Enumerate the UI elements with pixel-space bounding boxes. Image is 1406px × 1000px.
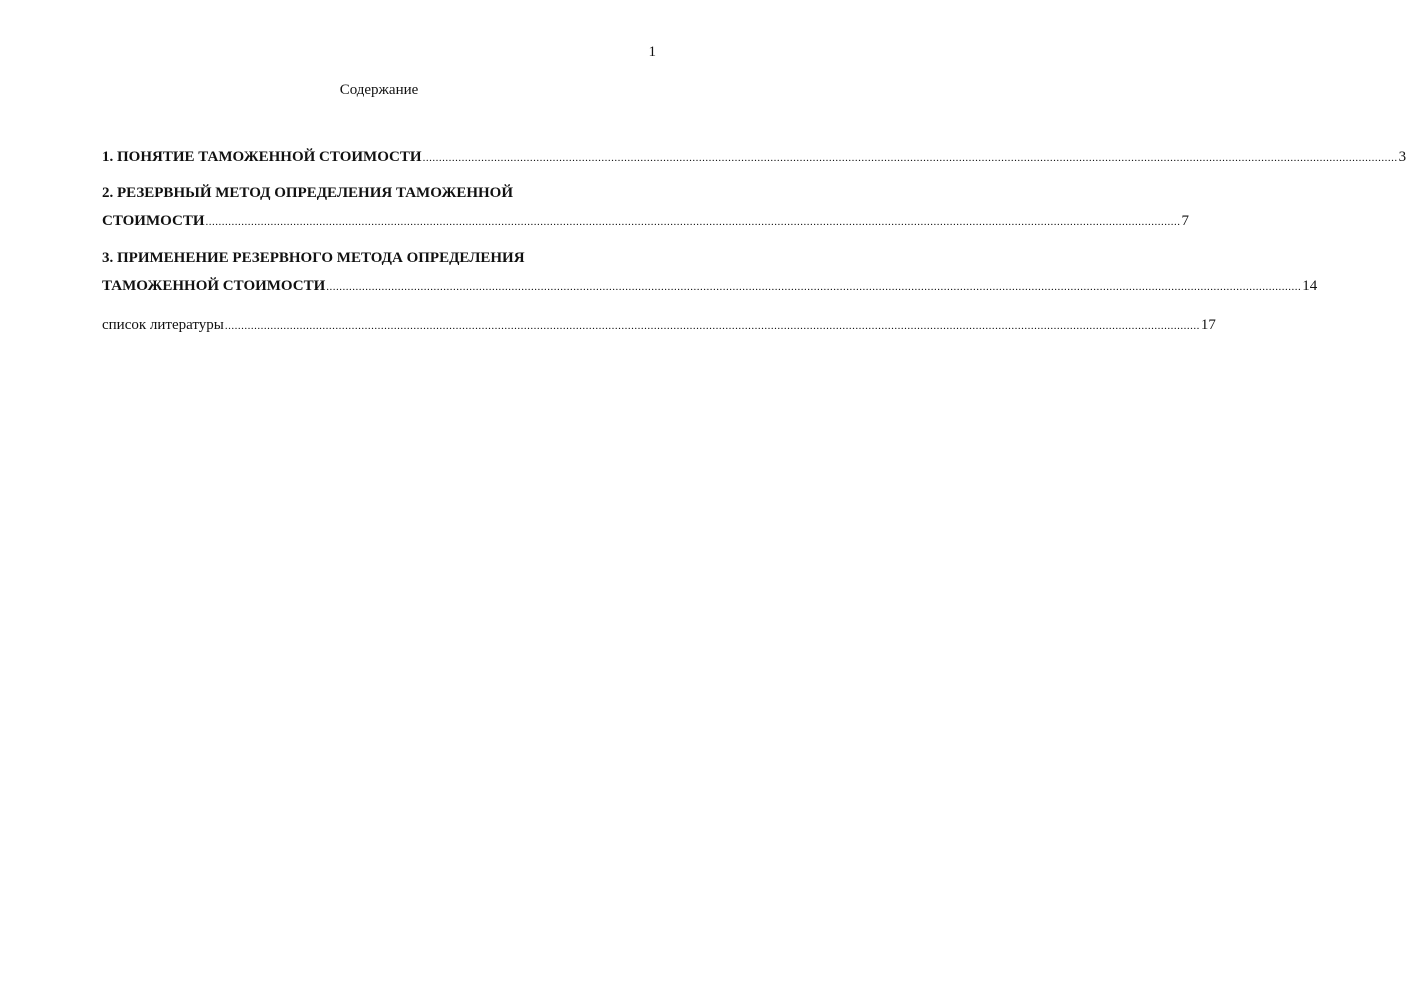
toc-entry-3[interactable]	[102, 244, 1318, 301]
toc-entry-title-continued: СТОИМОСТИ	[102, 213, 205, 229]
toc-page-number: 14	[1302, 278, 1318, 294]
toc-heading: Содержание	[339, 82, 419, 98]
dot-leader: ............................................................................................................................................................................................................................................................................................................	[422, 152, 1398, 164]
dot-leader: ............................................................................................................................................................................................................................................................................................................	[205, 216, 1181, 228]
page-number: 1	[648, 44, 656, 60]
toc-entry-2-line	[102, 207, 1189, 236]
toc-entry-title: 2. РЕЗЕРВНЫЙ МЕТОД ОПРЕДЕЛЕНИЯ ТАМОЖЕННОЙ	[102, 185, 513, 201]
dot-leader: ............................................................................................................................................................................................................................................................................................................	[224, 320, 1200, 332]
toc-entry-title: 3. ПРИМЕНЕНИЕ РЕЗЕРВНОГО МЕТОДА ОПРЕДЕЛЕНИЯ	[102, 250, 525, 266]
table-of-contents	[102, 143, 1406, 340]
toc-entry-title: список литературы	[102, 317, 224, 333]
toc-entry-4[interactable]	[102, 311, 1216, 340]
toc-entry-1-line	[102, 143, 1406, 172]
dot-leader: ............................................................................................................................................................................................................................................................................................................	[326, 281, 1302, 293]
toc-page-number: 7	[1181, 213, 1189, 229]
toc-entry-title: 1. ПОНЯТИЕ ТАМОЖЕННОЙ СТОИМОСТИ	[102, 149, 422, 165]
toc-entry-title-continued: ТАМОЖЕННОЙ СТОИМОСТИ	[102, 278, 326, 294]
toc-entry-1[interactable]	[102, 143, 1406, 172]
toc-entry-4-line	[102, 311, 1216, 340]
toc-entry-2[interactable]	[102, 179, 1189, 236]
toc-page-number: 3	[1398, 149, 1406, 165]
toc-page-number: 17	[1200, 317, 1216, 333]
toc-entry-3-line	[102, 272, 1318, 301]
